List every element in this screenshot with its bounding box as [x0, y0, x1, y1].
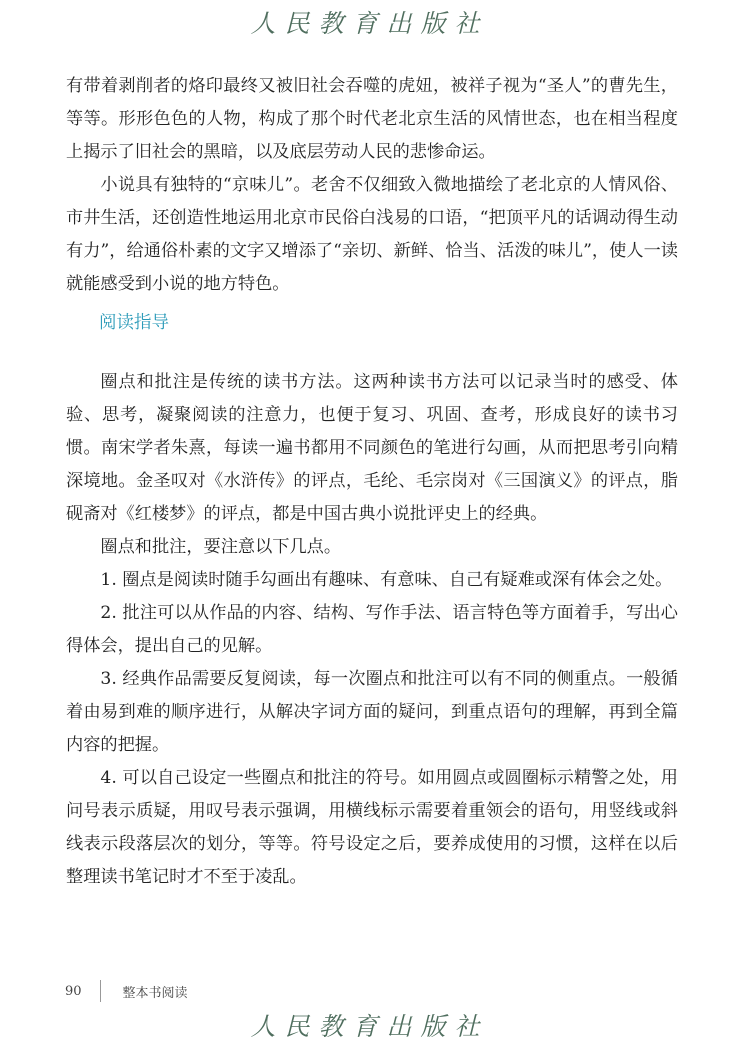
book-title: 整本书阅读: [122, 985, 188, 1001]
paragraph: 圈点和批注是传统的读书方法。这两种读书方法可以记录当时的感受、体验、思考，凝聚阅读的注意力，也便于复习、巩固、查考，形成良好的读书习惯。南宋学者朱熹，每读一遍书都用不同颜色的笔进行勾画，从而把思考引向精深境地。金圣叹对《水浒传》的评点，毛纶、毛宗岗对《三国演义》的评点，脂砚斋对《红楼梦》的评点，都是中国古典小说批评史上的经典。: [66, 372, 678, 524]
list-item: 3. 经典作品需要反复阅读，每一次圈点和批注可以有不同的侧重点。一般循着由易到难的顺序进行，从解决字词方面的疑问，到重点语句的理解，再到全篇内容的把握。: [66, 669, 678, 755]
footer-divider: [100, 980, 101, 1002]
publisher-logo-footer: 人民教育出版社: [250, 1012, 489, 1041]
list-item: 2. 批注可以从作品的内容、结构、写作手法、语言特色等方面着手，写出心得体会，提出自己的见解。: [66, 603, 678, 656]
page-number: 90: [65, 983, 82, 999]
list-item: 4. 可以自己设定一些圈点和批注的符号。如用圆点或圆圈标示精警之处，用问号表示质疑，用叹号表示强调，用横线标示需要着重领会的语句，用竖线或斜线表示段落层次的划分，等等。符号设定之后，要养成使用的习惯，这样在以后整理读书笔记时才不至于凌乱。: [66, 768, 678, 887]
page-footer: [65, 980, 188, 1002]
paragraph: 小说具有独特的“京味儿”。老舍不仅细致入微地描绘了老北京的人情风俗、市井生活，还创造性地运用北京市民俗白浅易的口语，“把顶平凡的话调动得生动有力”，给通俗朴素的文字又增添了“亲切、新鲜、恰当、活泼的味儿”，使人一读就能感受到小说的地方特色。: [66, 175, 678, 294]
list-item: 1. 圈点是阅读时随手勾画出有趣味、有意味、自己有疑难或深有体会之处。: [100, 570, 673, 590]
section-intro: [66, 70, 678, 301]
paragraph: 有带着剥削者的烙印最终又被旧社会吞噬的虎妞，被祥子视为“圣人”的曹先生，等等。形形色色的人物，构成了那个时代老北京生活的风情世态，也在相当程度上揭示了旧社会的黑暗，以及底层劳动人民的悲惨命运。: [66, 76, 678, 162]
publisher-logo-header: 人民教育出版社: [250, 9, 489, 38]
paragraph: 圈点和批注，要注意以下几点。: [100, 537, 342, 557]
section-heading: 阅读指导: [99, 313, 169, 333]
section-reading-guide: [66, 366, 678, 894]
